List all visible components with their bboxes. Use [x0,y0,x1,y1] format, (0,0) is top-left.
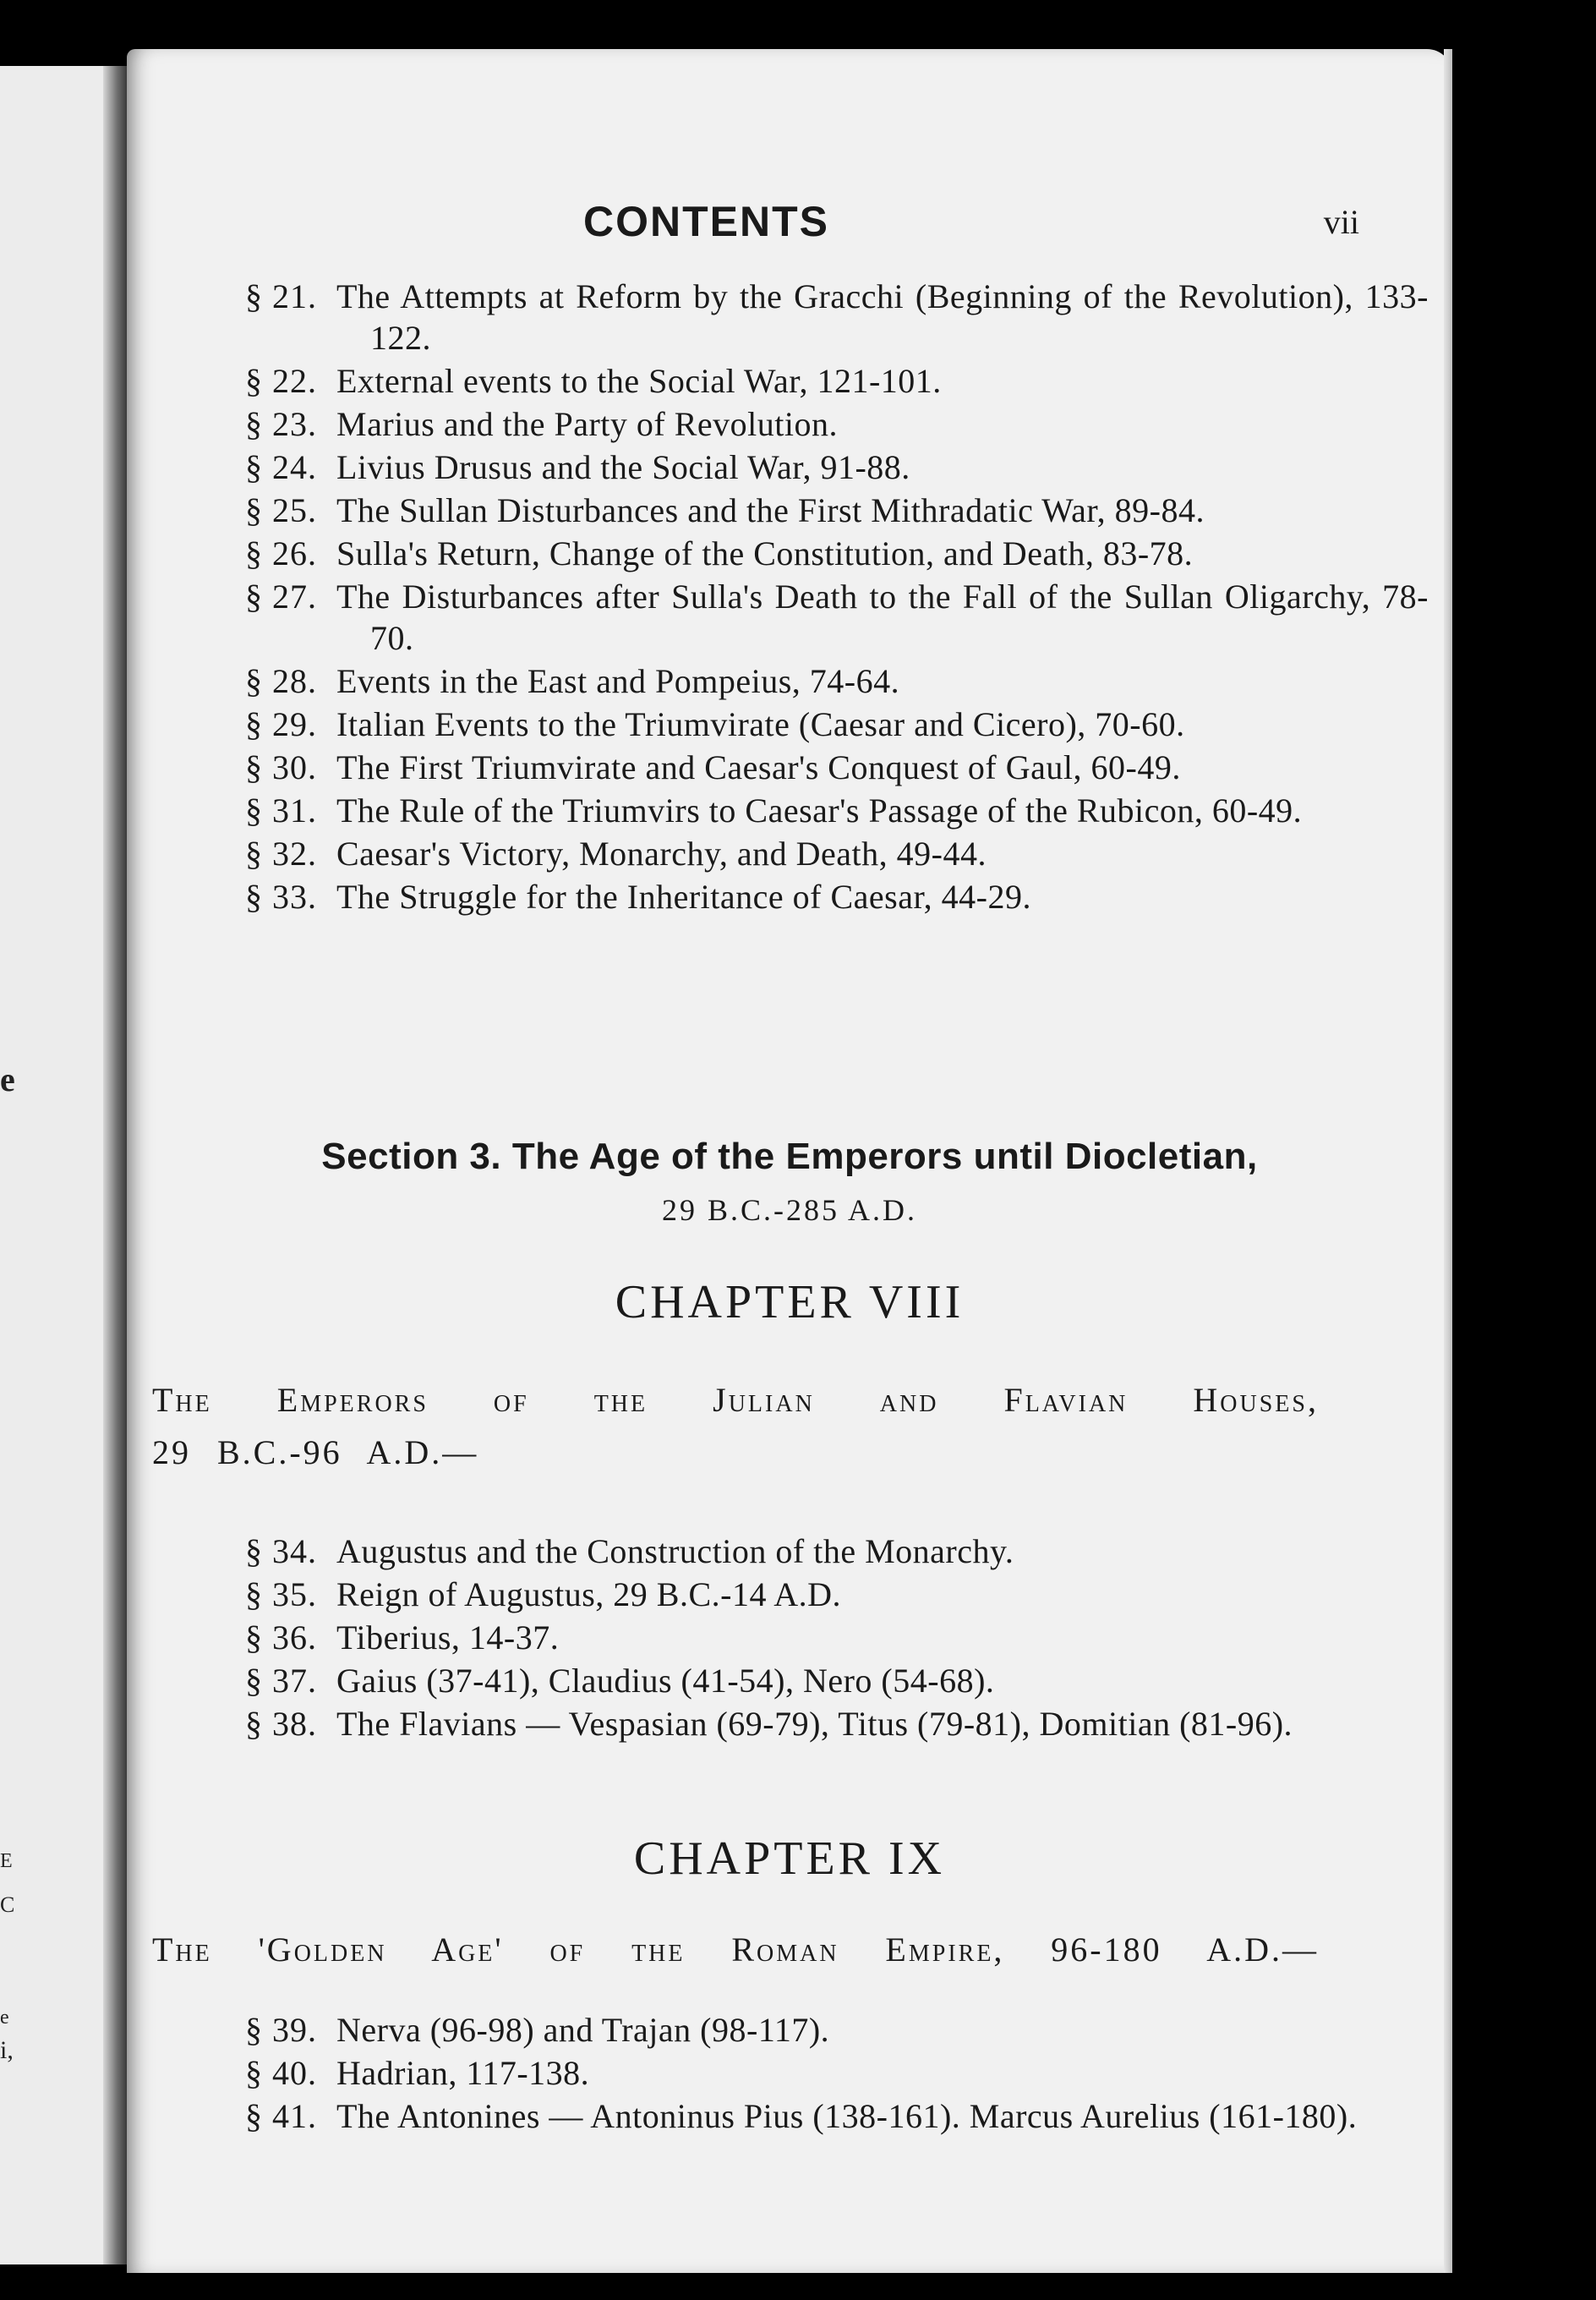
previous-page-edge [0,66,127,2264]
entry-text: Marius and the Party of Revolution. [336,405,838,443]
section-number: § 40. [245,2054,317,2092]
section-number: § 31. [245,791,317,830]
entry-text: The Rule of the Triumvirs to Caesar's Passage of the Rubicon, 60-49. [336,791,1303,830]
toc-entry [245,490,1429,531]
toc-entry [245,276,1429,359]
entry-text: The Struggle for the Inheritance of Caesar, 44-29. [336,878,1031,916]
chapter-subtitle-dates: 29 B.C.-96 A.D.— [152,1433,479,1471]
section-number: § 41. [245,2097,317,2135]
chapter-subtitle: The 'Golden Age' of the Roman Empire, 96-180 A.D.— [152,1930,1319,1969]
toc-entry [245,576,1429,659]
section-number: § 28. [245,662,317,700]
entry-text: Caesar's Victory, Monarchy, and Death, 49-44. [336,835,987,873]
toc-entry [245,876,1429,917]
section-number: § 21. [245,277,317,315]
toc-entry [245,446,1429,488]
toc-entries-chapter-8 [245,1531,1429,1746]
entry-text: The Sullan Disturbances and the First Mithradatic War, 89-84. [336,491,1205,529]
toc-entries-chapter-7 [245,276,1429,919]
left-page-text-fragment: e [0,1060,15,1098]
section-number: § 38. [245,1705,317,1743]
book-gutter [103,66,127,2264]
section-number: § 27. [245,578,317,616]
toc-entry [245,533,1429,574]
entry-text: Livius Drusus and the Social War, 91-88. [336,448,910,486]
section-number: § 24. [245,448,317,486]
toc-entry [245,1617,1429,1658]
entry-text: Hadrian, 117-138. [336,2054,590,2092]
toc-entry [245,2052,1429,2094]
toc-entries-chapter-9 [245,2009,1429,2138]
entry-text: Sulla's Return, Change of the Constitution, and Death, 83-78. [336,534,1194,572]
toc-entry [245,1660,1429,1701]
page-header [127,197,1452,265]
section-number: § 23. [245,405,317,443]
entry-text: Tiberius, 14-37. [336,1618,560,1657]
section-dates: 29 B.C.-285 A.D. [661,1193,918,1227]
left-page-text-fragment: i, [0,2036,14,2064]
section-number: § 33. [245,878,317,916]
running-title: CONTENTS [583,198,829,245]
chapter-heading: CHAPTER IX [633,1832,946,1885]
toc-entry [245,790,1429,831]
section-number: § 32. [245,835,317,873]
section-number: § 36. [245,1618,317,1657]
left-page-text-fragment: C [0,1892,15,1917]
toc-entry [245,704,1429,745]
chapter-heading: CHAPTER VIII [615,1276,965,1328]
left-page-text-fragment: e [0,2007,9,2029]
toc-entry [245,833,1429,874]
book-page [127,49,1452,2273]
toc-entry [245,403,1429,445]
entry-text: The Antonines — Antoninus Pius (138-161). Marcus Aurelius (161-180). [336,2097,1358,2135]
entry-text: Gaius (37-41), Claudius (41-54), Nero (54-68). [336,1662,995,1700]
toc-entry [245,360,1429,402]
section-number: § 37. [245,1662,317,1700]
entry-text: Nerva (96-98) and Trajan (98-117). [336,2011,830,2049]
entry-text: Augustus and the Construction of the Monarchy. [336,1532,1014,1570]
section-number: § 22. [245,362,317,400]
section-number: § 34. [245,1532,317,1570]
entry-text: The Attempts at Reform by the Gracchi (Beginning of the Revolution), 133-122. [336,277,1429,357]
toc-entry [245,2009,1429,2051]
section-title: Section 3. The Age of the Emperors until Diocletian, [321,1136,1258,1177]
section-number: § 25. [245,491,317,529]
toc-entry [245,747,1429,788]
left-page-text-fragment: E [0,1850,13,1872]
toc-entry [245,2095,1429,2137]
entry-text: The Disturbances after Sulla's Death to the Fall of the Sullan Oligarchy, 78-70. [336,578,1429,657]
toc-entry [245,1531,1429,1572]
toc-entry [245,1703,1429,1744]
entry-text: Italian Events to the Triumvirate (Caesar and Cicero), 70-60. [336,705,1185,743]
page-number: vii [1323,203,1359,241]
section-number: § 35. [245,1575,317,1613]
entry-text: The Flavians — Vespasian (69-79), Titus (79-81), Domitian (81-96). [336,1705,1293,1743]
section-number: § 39. [245,2011,317,2049]
toc-entry [245,1574,1429,1615]
entry-text: Events in the East and Pompeius, 74-64. [336,662,900,700]
entry-text: External events to the Social War, 121-101. [336,362,942,400]
entry-text: The First Triumvirate and Caesar's Conquest of Gaul, 60-49. [336,748,1181,786]
section-number: § 29. [245,705,317,743]
section-number: § 26. [245,534,317,572]
entry-text: Reign of Augustus, 29 B.C.-14 A.D. [336,1575,842,1613]
chapter-subtitle: The Emperors of the Julian and Flavian Houses, [152,1381,1319,1419]
section-number: § 30. [245,748,317,786]
toc-entry [245,660,1429,702]
